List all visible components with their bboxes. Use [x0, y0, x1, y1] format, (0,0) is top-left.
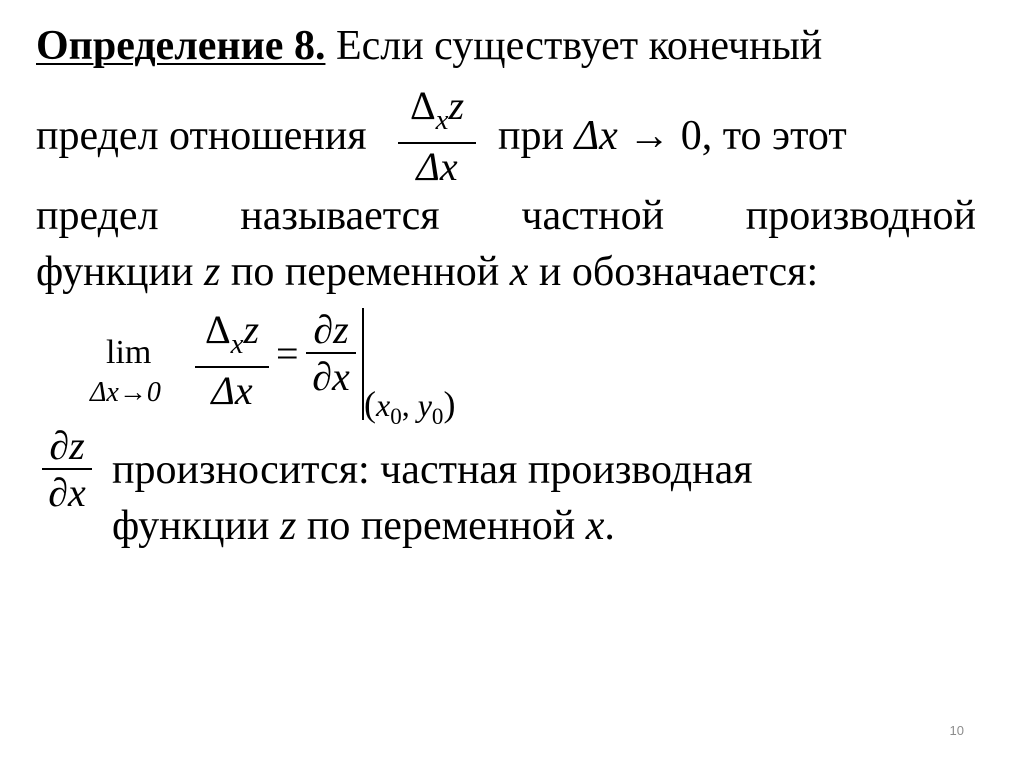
- ratio-numerator: $\Delta_xz$: [409, 83, 465, 137]
- definition-line-2-prefix: предел отношения: [36, 113, 367, 159]
- partial-derivative-fraction: [306, 308, 356, 400]
- evaluation-point: ($x_0$, $y_0$): [364, 384, 456, 430]
- ratio-fraction: [398, 84, 476, 190]
- pronunciation-numerator: ∂z: [49, 423, 85, 468]
- ratio-denominator: Δx: [416, 144, 458, 190]
- limit-fraction-numerator: $\Delta_xz$: [204, 307, 260, 361]
- lim-subscript: Δx→0: [90, 377, 161, 408]
- page-number: 10: [949, 723, 964, 738]
- pronunciation-line-1: произносится: частная производная: [112, 447, 753, 493]
- limit-fraction-denominator: Δx: [211, 368, 253, 414]
- equals-sign: =: [276, 331, 299, 376]
- partial-numerator: ∂z: [313, 307, 349, 352]
- definition-line-3: предел называется частной производной: [36, 193, 976, 239]
- pronunciation-line-2: функции z по переменной x.: [112, 503, 615, 549]
- definition-heading: Определение 8.: [36, 23, 326, 69]
- pronunciation-denominator: ∂x: [48, 470, 86, 515]
- definition-line-1: [36, 22, 822, 70]
- limit-fraction: [195, 308, 269, 414]
- lim-operator: lim: [106, 334, 152, 371]
- pronunciation-fraction: [42, 424, 92, 516]
- partial-denominator: ∂x: [312, 354, 350, 399]
- definition-line-4: функции z по переменной x и обозначается:: [36, 249, 819, 295]
- definition-line-2-suffix: при Δx → 0, то этот: [498, 113, 847, 159]
- definition-line-1-text: Если существует конечный: [325, 23, 823, 69]
